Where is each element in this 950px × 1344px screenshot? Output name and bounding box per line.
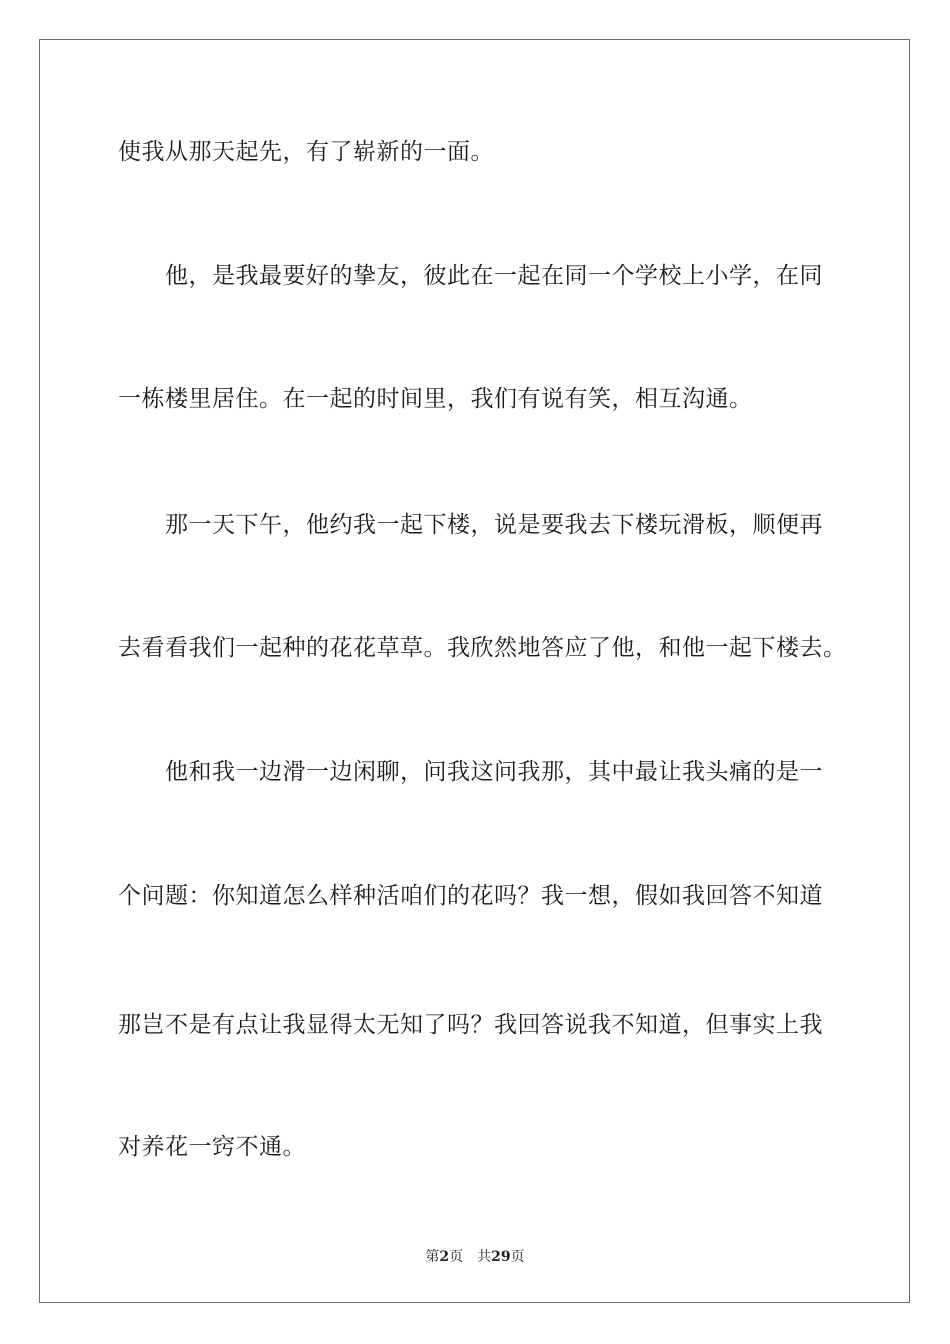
text-line: 一栋楼里居住。在一起的时间里，我们有说有笑，相互沟通。 <box>118 386 753 412</box>
page-footer <box>0 1247 950 1267</box>
paragraph-start-line: 他和我一边滑一边闲聊，问我这问我那，其中最让我头痛的是一 <box>165 759 823 785</box>
text-line: 对养花一窍不通。 <box>118 1134 306 1160</box>
total-prefix: 共 <box>477 1249 492 1265</box>
text-line: 个问题：你知道怎么样种活咱们的花吗？我一想，假如我回答不知道 <box>118 883 823 909</box>
text-line: 使我从那天起先，有了崭新的一面。 <box>118 139 494 165</box>
paragraph-start-line: 他，是我最要好的挚友，彼此在一起在同一个学校上小学，在同 <box>165 263 823 289</box>
paragraph-start-line: 那一天下午，他约我一起下楼，说是要我去下楼玩滑板，顺便再 <box>165 512 823 538</box>
text-line: 去看看我们一起种的花花草草。我欣然地答应了他，和他一起下楼去。 <box>118 635 847 661</box>
page-suffix: 页 <box>449 1249 464 1265</box>
text-line: 那岂不是有点让我显得太无知了吗？我回答说我不知道，但事实上我 <box>118 1012 823 1038</box>
total-suffix: 页 <box>510 1249 525 1265</box>
total-pages: 29 <box>491 1249 511 1265</box>
page-number: 2 <box>439 1249 450 1265</box>
page-prefix: 第 <box>425 1249 440 1265</box>
page-border <box>39 39 910 1303</box>
